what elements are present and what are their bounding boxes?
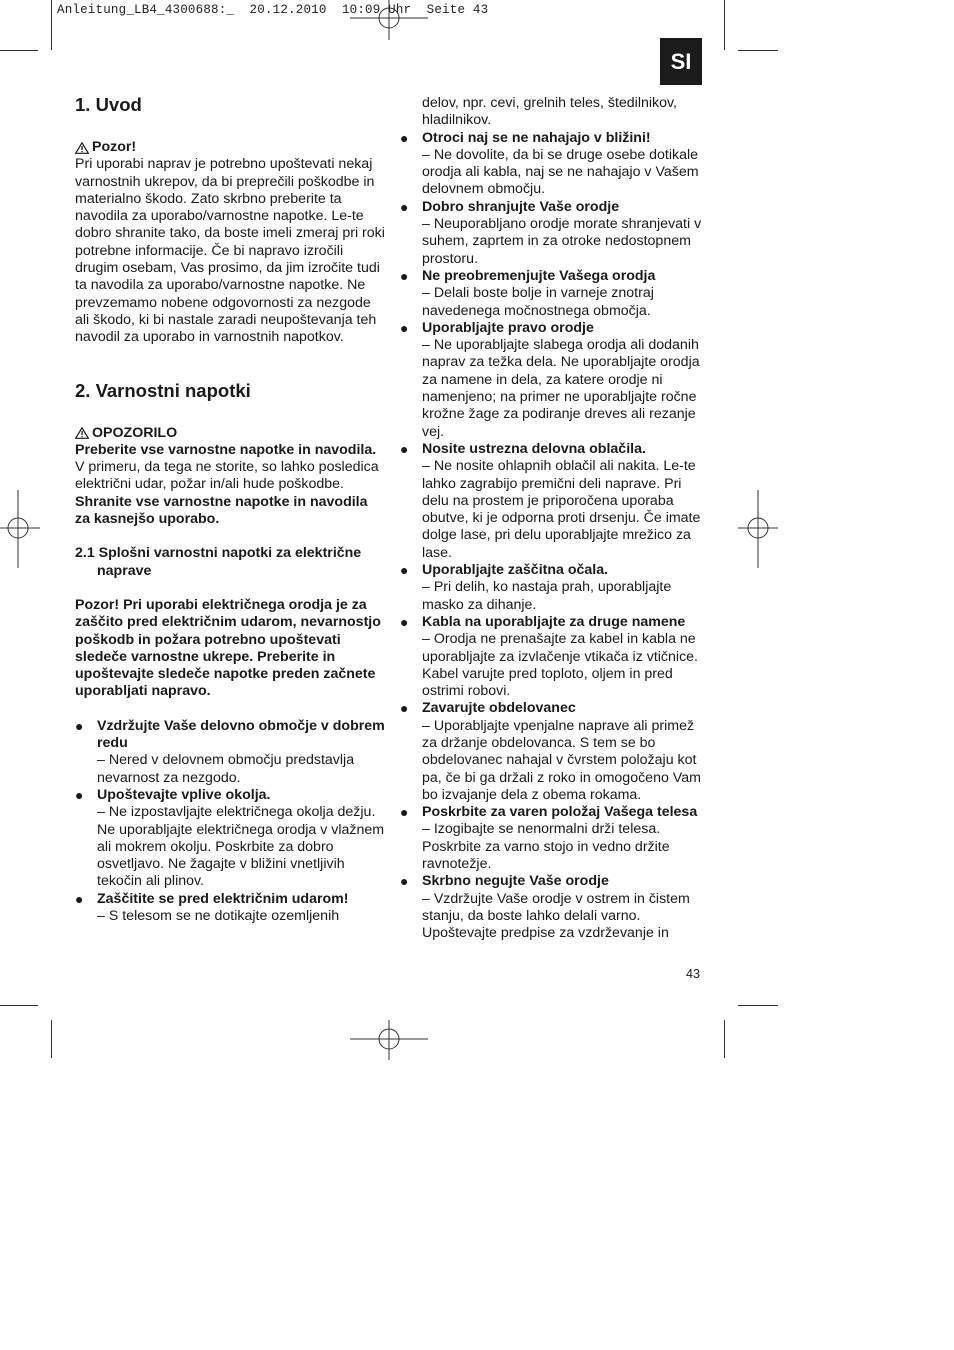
- language-tab: SI: [660, 38, 702, 85]
- bullet-title: Uporabljajte zaščitna očala.: [422, 562, 609, 579]
- subheading-2-1-cont: naprave: [97, 562, 152, 579]
- pozor-electric-paragraph: Pozor! Pri uporabi električnega orodja je za zaščito pred električnim udarom, nevarnostjo poškodb in požara potrebno upoštevati sledeče varnostne ukrepe. Preberite in upoštevajte sledeče napotke preden začnete uporabljati napravo.: [75, 596, 381, 700]
- bullet-icon: ●: [400, 319, 409, 336]
- bullet-title: Dobro shranjujte Vaše orodje: [422, 198, 620, 215]
- print-header: Anleitung_LB4_4300688:_ 20.12.2010 10:09 Uhr Seite 43: [57, 3, 489, 17]
- opozorilo-label: OPOZORILO: [92, 424, 178, 441]
- crop-mark: [51, 1020, 52, 1058]
- list-item: [400, 700, 710, 804]
- opozorilo-bold-1: Preberite vse varnostne napotke in navodila.: [75, 441, 377, 458]
- right-bullet-list: [400, 130, 710, 943]
- bullet-icon: ●: [400, 613, 409, 630]
- list-item: [400, 614, 710, 700]
- list-item: [400, 268, 710, 320]
- bullet-title: Zaščitite se pred električnim udarom!: [97, 890, 349, 907]
- crop-mark: [0, 50, 38, 51]
- bullet-title: Ne preobremenjujte Vašega orodja: [422, 267, 656, 284]
- bullet-title: Vzdržujte Vaše delovno območje v dobrem redu: [97, 717, 385, 752]
- opozorilo-text: V primeru, da tega ne storite, so lahko posledica električni udar, požar in/ali hude poškodbe.: [75, 459, 379, 493]
- opozorilo-warning: [75, 425, 385, 442]
- registration-mark-left: [0, 490, 40, 568]
- bullet-icon: ●: [400, 700, 409, 717]
- crop-mark: [0, 1005, 38, 1006]
- list-item: [75, 718, 385, 787]
- bullet-icon: ●: [400, 129, 409, 146]
- list-item: [400, 199, 710, 268]
- bullet-text: – Ne izpostavljajte električnega okolja dežju. Ne uporabljajte električnega orodja v vlažnem ali mokrem okolju. Poskrbite za dobro osvetljavo. Ne žagajte v bližini vnetljivih tekočin ali plinov.: [97, 804, 385, 890]
- heading-uvod: 1. Uvod: [75, 94, 142, 115]
- list-item: [400, 873, 710, 942]
- opozorilo-paragraph: [75, 442, 385, 494]
- subheading-2-1: 2.1 Splošni varnostni napotki za električne: [75, 545, 362, 562]
- bullet-icon: ●: [400, 440, 409, 457]
- bullet-text: – Ne dovolite, da bi se druge osebe dotikale orodja ali kabla, naj se ne nahajajo v Vašem delovnem območju.: [422, 146, 699, 198]
- crop-mark: [724, 1020, 725, 1058]
- bullet-title: Kabla na uporabljajte za druge namene: [422, 613, 686, 630]
- page-number: 43: [686, 967, 700, 981]
- registration-mark-bottom: [350, 1020, 428, 1060]
- bullet-text: – Delali boste bolje in varneje znotraj navedenega močnostnega območja.: [422, 285, 654, 319]
- bullet-icon: ●: [400, 873, 409, 890]
- bullet-text: – Pri delih, ko nastaja prah, uporabljajte masko za dihanje.: [422, 579, 672, 613]
- bullet-icon: ●: [75, 890, 84, 907]
- bullet-text: – Nered v delovnem območju predstavlja nevarnost za nezgodo.: [97, 752, 355, 786]
- warning-triangle-icon: [75, 427, 89, 439]
- list-item: [400, 804, 710, 873]
- crop-mark: [51, 0, 52, 50]
- bullet-text: – Ne nosite ohlapnih oblačil ali nakita. Le-te lahko zagrabijo premični deli naprave. Pri delu na prostem je priporočena uporaba obutve, ki je odporna proti drsenju. Če imate dolge lase, pri delu uporabljajte mrežico za lase.: [422, 458, 701, 561]
- registration-mark-right: [738, 490, 778, 568]
- bullet-title: Nosite ustrezna delovna oblačila.: [422, 440, 646, 457]
- heading-varnostni: 2. Varnostni napotki: [75, 379, 251, 401]
- crop-mark: [724, 0, 725, 50]
- registration-mark-top: [350, 0, 428, 40]
- continued-text: delov, npr. cevi, grelnih teles, štedilnikov, hladilnikov.: [422, 95, 677, 129]
- bullet-text: – Ne uporabljajte slabega orodja ali dodanih naprav za težka dela. Ne uporabljajte orodja za namene in dela, za katere orodje ni namenjeno; na primer ne uporabljajte ročne krožne žage za podiranje dreves ali rezanje vej.: [422, 337, 700, 440]
- crop-mark: [738, 50, 778, 51]
- bullet-title: Otroci naj se ne nahajajo v bližini!: [422, 129, 651, 146]
- bullet-title: Uporabljajte pravo orodje: [422, 319, 594, 336]
- bullet-icon: ●: [400, 198, 409, 215]
- bullet-text: – Neuporabljano orodje morate shranjevati v suhem, zaprtem in za otroke nedostopnem prostoru.: [422, 216, 702, 267]
- pozor-label: Pozor!: [92, 139, 137, 155]
- list-item: [400, 320, 710, 441]
- bullet-text: – Uporabljajte vpenjalne naprave ali primež za držanje obdelovanca. S tem se bo obdelovanec nahajal v čvrstem položaju kot pa, če bi ga držali z roko in omogočeno Vam bo izvajanje dela z obema rokama.: [422, 717, 701, 803]
- pozor-text: Pri uporabi naprav je potrebno upoštevati nekaj varnostnih ukrepov, da bi preprečili poškodbe in materialno škodo. Zato skrbno preberite ta navodila za uporabo/varnostne napotke. Le-te dobro shranite tako, da boste imeli zmeraj pri roki potrebne informacije. Če bi napravo izročili drugim osebam, Vas prosimo, da jim izročite tudi ta navodila za uporabo/varnostne napotke. Ne prevzemamo nobene odgovornosti za nezgode ali škodo, ki bi nastale zaradi neupoštevanja teh navodil za uporabo in varnostnih napotkov.: [75, 156, 385, 346]
- bullet-text: – Vzdržujte Vaše orodje v ostrem in čistem stanju, da boste lahko delali varno. Upoštevajte predpise za vzdrževanje in: [422, 890, 690, 942]
- crop-mark: [738, 1005, 778, 1006]
- opozorilo-bold-2: Shranite vse varnostne napotke in navodila za kasnejšo uporabo.: [75, 493, 368, 528]
- list-item: [75, 891, 385, 926]
- bullet-icon: ●: [75, 786, 84, 803]
- pozor-warning: [75, 139, 385, 156]
- bullet-icon: ●: [400, 804, 409, 821]
- left-column: [75, 95, 385, 925]
- bullet-icon: ●: [400, 267, 409, 284]
- bullet-title: Skrbno negujte Vaše orodje: [422, 873, 609, 890]
- right-column: [400, 95, 710, 943]
- list-item: [400, 562, 710, 614]
- warning-triangle-icon: [75, 142, 89, 154]
- bullet-text: – Orodja ne prenašajte za kabel in kabla ne uporabljajte za izvlačenje vtikača iz vtičnice. Kabel varujte pred toploto, oljem in pred ostrimi robovi.: [422, 631, 698, 700]
- list-item: [400, 130, 710, 199]
- list-item: [75, 787, 385, 891]
- bullet-text: – Izogibajte se nenormalni drži telesa. Poskrbite za varno stojo in vedno držite ravnotežje.: [422, 821, 670, 873]
- bullet-title: Zavarujte obdelovanec: [422, 700, 576, 717]
- bullet-title: Upoštevajte vplive okolja.: [97, 786, 271, 803]
- bullet-title: Poskrbite za varen položaj Vašega telesa: [422, 804, 698, 821]
- bullet-icon: ●: [400, 562, 409, 579]
- list-item: [400, 441, 710, 562]
- bullet-icon: ●: [75, 717, 84, 734]
- bullet-text: – S telesom se ne dotikajte ozemljenih: [97, 907, 340, 924]
